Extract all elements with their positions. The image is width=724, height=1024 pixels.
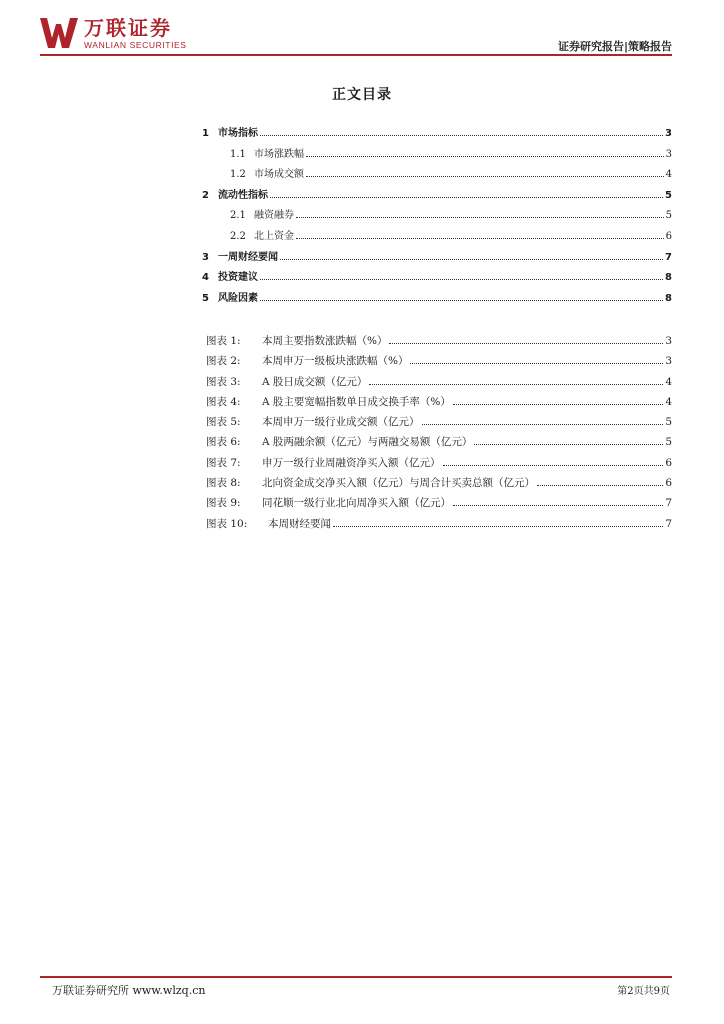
dot-leader <box>306 156 664 157</box>
toc-entry-page: 6 <box>665 230 672 242</box>
figure-entry-number: 图表 9: <box>206 497 241 510</box>
footer-source: 万联证券研究所 www.wlzq.cn <box>52 984 206 997</box>
dot-leader <box>537 485 663 486</box>
page-number: 第2页共9页 <box>617 986 670 997</box>
toc-entry-label: 投资建议 <box>218 272 258 284</box>
table-of-contents <box>202 124 672 309</box>
toc-entry-number: 1.2 <box>230 169 246 181</box>
figure-entry-number: 图表 8: <box>206 477 241 490</box>
header-divider <box>40 54 672 56</box>
toc-entry[interactable] <box>202 289 672 310</box>
footer-divider <box>40 976 672 978</box>
figure-entry-label: 本周申万一级板块涨跌幅（%） <box>262 355 409 368</box>
logo-english-name: WANLIAN SECURITIES <box>84 40 187 50</box>
figure-entry-label: A 股两融余额（亿元）与两融交易额（亿元） <box>262 436 473 449</box>
company-logo <box>40 18 187 50</box>
figure-entry-label: A 股主要宽幅指数单日成交换手率（%） <box>262 395 451 408</box>
figure-entry-number: 图表 7: <box>206 456 241 469</box>
dot-leader <box>333 526 663 527</box>
figure-entry-number: 图表 10: <box>206 517 248 530</box>
page-header <box>40 18 672 54</box>
dot-leader <box>369 384 663 385</box>
figure-entry[interactable] <box>206 455 672 475</box>
toc-entry[interactable] <box>202 145 672 166</box>
figure-entry[interactable] <box>206 333 672 353</box>
dot-leader <box>260 135 663 136</box>
logo-chinese-name: 万联证券 <box>84 16 172 40</box>
toc-entry[interactable] <box>202 186 672 207</box>
dot-leader <box>422 424 664 425</box>
toc-title: 正文目录 <box>332 87 392 103</box>
figure-entry-label: 同花顺一级行业北向周净买入额（亿元） <box>262 497 451 510</box>
figure-entry[interactable] <box>206 374 672 394</box>
dot-leader <box>296 238 664 239</box>
toc-entry[interactable] <box>202 248 672 269</box>
figure-entry-page: 4 <box>665 375 672 388</box>
toc-entry-label: 北上资金 <box>254 230 294 242</box>
toc-entry-number: 4 <box>202 272 209 284</box>
toc-entry[interactable] <box>202 206 672 227</box>
figure-entry-number: 图表 4: <box>206 395 241 408</box>
figure-entry[interactable] <box>206 475 672 495</box>
toc-entry-number: 5 <box>202 292 209 304</box>
dot-leader <box>389 343 663 344</box>
toc-entry-label: 市场指标 <box>218 128 258 139</box>
toc-entry-page: 8 <box>665 292 672 304</box>
toc-entry-page: 8 <box>665 272 672 284</box>
toc-entry-number: 1.1 <box>230 148 246 160</box>
toc-entry-label: 融资融券 <box>254 210 294 222</box>
toc-entry-label: 一周财经要闻 <box>218 251 278 263</box>
dot-leader <box>296 217 664 218</box>
dot-leader <box>280 259 663 260</box>
dot-leader <box>260 279 663 280</box>
figure-entry[interactable] <box>206 394 672 414</box>
figure-entry[interactable] <box>206 495 672 515</box>
toc-entry-number: 3 <box>202 251 209 263</box>
toc-entry[interactable] <box>202 124 672 145</box>
figure-entry[interactable] <box>206 434 672 454</box>
figure-entry-page: 7 <box>665 497 672 510</box>
toc-entry-page: 3 <box>665 148 672 160</box>
toc-entry-number: 2 <box>202 189 209 201</box>
figure-entry-label: A 股日成交额（亿元） <box>262 375 368 388</box>
dot-leader <box>453 404 663 405</box>
toc-entry-number: 2.1 <box>230 210 246 222</box>
figure-entry-page: 6 <box>665 477 672 490</box>
figure-entry-page: 3 <box>665 355 672 368</box>
dot-leader <box>453 505 663 506</box>
toc-entry-page: 7 <box>665 251 672 263</box>
figure-entry-label: 申万一级行业周融资净买入额（亿元） <box>262 456 441 469</box>
figure-entry-page: 5 <box>665 416 672 429</box>
figure-entry-label: 本周主要指数涨跌幅（%） <box>262 335 388 347</box>
toc-entry-page: 4 <box>665 169 672 181</box>
figure-entry-label: 本周申万一级行业成交额（亿元） <box>262 416 420 429</box>
dot-leader <box>474 444 663 445</box>
figure-entry-number: 图表 5: <box>206 416 241 429</box>
figure-entry[interactable] <box>206 414 672 434</box>
wanlian-logo-icon <box>40 18 78 48</box>
toc-entry-label: 风险因素 <box>218 292 258 304</box>
toc-entry-number: 1 <box>202 128 209 139</box>
toc-entry[interactable] <box>202 165 672 186</box>
figure-entry-number: 图表 6: <box>206 436 241 449</box>
dot-leader <box>443 465 664 466</box>
toc-entry[interactable] <box>202 227 672 248</box>
figure-entry-page: 3 <box>665 335 672 347</box>
figure-entry-page: 4 <box>665 395 672 408</box>
figure-entry-label: 本周财经要闻 <box>268 517 331 530</box>
figure-entry-page: 5 <box>665 436 672 449</box>
report-type-label: 证券研究报告|策略报告 <box>557 40 672 53</box>
toc-entry-page: 3 <box>665 128 672 139</box>
toc-entry-label: 市场成交额 <box>254 169 304 181</box>
figure-entry-label: 北向资金成交净买入额（亿元）与周合计买卖总额（亿元） <box>262 477 535 490</box>
figure-index <box>206 333 672 536</box>
toc-entry-label: 市场涨跌幅 <box>254 148 304 160</box>
toc-entry[interactable] <box>202 268 672 289</box>
figure-entry-page: 7 <box>665 517 672 530</box>
toc-entry-label: 流动性指标 <box>218 189 268 201</box>
figure-entry[interactable] <box>206 516 672 536</box>
figure-entry-number: 图表 2: <box>206 355 241 368</box>
dot-leader <box>410 363 663 364</box>
dot-leader <box>270 197 663 198</box>
dot-leader <box>306 176 664 177</box>
dot-leader <box>260 300 663 301</box>
toc-entry-number: 2.2 <box>230 230 246 242</box>
figure-entry-number: 图表 1: <box>206 335 241 347</box>
figure-entry-number: 图表 3: <box>206 375 241 388</box>
figure-entry[interactable] <box>206 353 672 373</box>
figure-entry-page: 6 <box>665 456 672 469</box>
toc-entry-page: 5 <box>665 189 672 201</box>
toc-entry-page: 5 <box>665 210 672 222</box>
